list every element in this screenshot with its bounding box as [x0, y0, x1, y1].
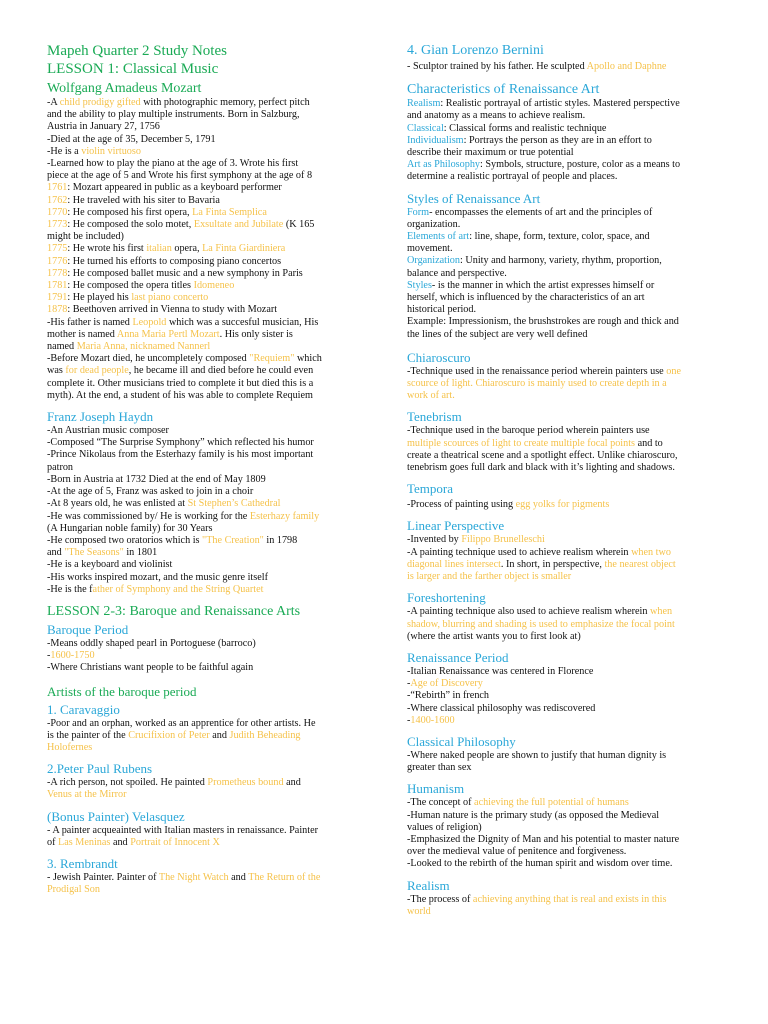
note-line: -Human nature is the primary study (as opposed the Medieval: [407, 809, 660, 821]
note-text: Art as Philosophy: [407, 159, 481, 171]
note-text: Elements of art: [407, 231, 470, 243]
note-text: - Sculptor trained by his father. He sculpted: [407, 61, 587, 72]
note-text: achieving anything that is real and exists in this: [472, 893, 667, 905]
baroque-heading: Baroque Period: [47, 621, 129, 637]
note-line: and anatomy as a means to achieve realism.: [407, 110, 586, 122]
note-line: piece at the age of 5 and Wrote his first symphony at the age of 8: [47, 170, 313, 182]
note-line: movement.: [407, 243, 453, 255]
note-line: complete it. Other musicians tried to complete it but died this is a: [47, 377, 314, 389]
note-line: [47, 146, 392, 158]
note-text: "Requiem": [249, 353, 295, 365]
note-text: and to: [635, 437, 663, 449]
note-text: -The concept of: [407, 797, 475, 809]
note-text: Apollo and Daphne: [586, 61, 667, 72]
note-line: might be included): [47, 231, 124, 243]
note-line: [47, 97, 392, 109]
note-line: -Where naked people are shown to justify that human dignity is: [407, 749, 667, 761]
note-text: and: [228, 871, 249, 883]
note-text: italian: [146, 243, 172, 255]
note-text: : line, shape, form, texture, color, space, and: [469, 231, 650, 243]
note-line: over the medieval value of penitence and forgiveness.: [407, 846, 627, 858]
note-line: [47, 195, 392, 207]
rubens-heading: 2.Peter Paul Rubens: [47, 761, 153, 777]
note-line: [47, 498, 392, 510]
linear-section: [407, 534, 722, 583]
linear-heading: Linear Perspective: [407, 518, 505, 534]
rembrandt-section: [47, 872, 392, 896]
note-text: -A: [47, 97, 60, 108]
note-line: -Means oddly shaped pearl in Portoguese (barroco): [47, 637, 256, 649]
note-text: : He composed the opera titles: [67, 280, 194, 292]
note-line: and the ability to play multiple instruments. Born in Salzburg,: [47, 109, 300, 121]
note-text: -The process of: [407, 893, 473, 905]
caravaggio-section: [47, 718, 392, 755]
note-line: [407, 559, 722, 571]
note-line: -Emphasized the Dignity of Man and his potential to master nature: [407, 833, 680, 845]
note-line: [47, 365, 392, 377]
haydn-section: [47, 425, 392, 596]
note-text: Styles: [407, 279, 432, 291]
note-line: -“Rebirth” in french: [407, 690, 490, 702]
note-line: [407, 123, 722, 135]
note-text: St Stephen’s Cathedral: [187, 498, 281, 510]
note-text: diagonal lines intersect: [407, 558, 501, 570]
humanism-section: [407, 797, 722, 870]
note-line: Example: Impressionism, the brushstrokes are rough and thick and: [407, 316, 679, 328]
note-text: -: [407, 714, 411, 726]
note-text: Idomeneo: [193, 280, 235, 292]
note-text: Leopold: [132, 316, 167, 328]
note-text: La Finta Semplica: [192, 206, 267, 218]
note-text: -He is the f: [47, 583, 93, 595]
note-text: : Mozart appeared in public as a keyboard performer: [67, 182, 282, 194]
note-text: 1775: [47, 243, 68, 255]
note-line: -At the age of 5, Franz was asked to join in a choir: [47, 486, 254, 498]
note-line: [407, 366, 722, 378]
note-text: Individualism: [407, 134, 464, 146]
note-line: [47, 280, 392, 292]
realism-section: [407, 894, 722, 918]
note-text: : Classical forms and realistic technique: [443, 122, 607, 134]
haydn-heading: Franz Joseph Haydn: [47, 409, 154, 425]
note-text: : He played his: [67, 292, 132, 304]
note-text: -A rich person, not spoiled. He painted: [47, 777, 208, 789]
note-text: . His only sister is: [219, 328, 293, 340]
note-text: : Unity and harmony, variety, rhythm, proportion,: [460, 255, 662, 267]
note-text: 1762: [47, 194, 68, 206]
mozart-heading: Wolfgang Amadeus Mozart: [47, 81, 202, 96]
note-line: -Prince Nikolaus from the Esterhazy family is his most important: [47, 449, 314, 461]
note-text: in 1801: [123, 547, 158, 559]
note-text: 1600-1750: [50, 650, 95, 662]
note-text: Age of Discovery: [410, 678, 483, 690]
note-text: with photographic memory, perfect pitch: [140, 97, 310, 108]
baroque-section: [47, 638, 392, 675]
note-text: : Beethoven arrived in Vienna to study with Mozart: [67, 304, 278, 316]
note-line: [47, 535, 392, 547]
caravaggio-heading: 1. Caravaggio: [47, 701, 120, 717]
note-text: (K 165: [283, 219, 315, 231]
note-text: : Portrays the person as they are in an effort to: [463, 134, 652, 146]
characteristics-heading: Characteristics of Renaissance Art: [407, 82, 600, 98]
note-line: -Looked to the rebirth of the human spirit and wisdom over time.: [407, 858, 673, 870]
note-text: and: [209, 729, 230, 741]
note-text: last piano concerto: [131, 292, 209, 304]
note-text: -Technique used in the renaissance period wherein painters use: [407, 365, 667, 377]
note-text: ather of Symphony and the String Quartet: [92, 583, 264, 595]
note-line: [407, 135, 722, 147]
tenebrism-heading: Tenebrism: [407, 409, 462, 425]
note-line: is larger and the farther object is smaller: [407, 571, 572, 583]
note-text: opera,: [171, 243, 203, 255]
note-line: describe their maximum or true potential: [407, 147, 574, 159]
note-line: [47, 317, 392, 329]
foreshortening-heading: Foreshortening: [407, 590, 486, 606]
note-text: - encompasses the elements of art and the principles of: [429, 206, 653, 218]
note-text: 1770: [47, 206, 68, 218]
note-line: [47, 329, 392, 341]
note-line: [47, 650, 392, 662]
bernini-text: [407, 61, 722, 73]
note-text: and: [283, 777, 301, 789]
note-text: named: [47, 341, 77, 353]
note-line: [407, 606, 722, 618]
note-line: Austria in January 27, 1756: [47, 121, 160, 133]
note-text: was: [47, 365, 66, 377]
note-text: -Process of painting using: [407, 499, 516, 511]
note-line: [47, 182, 392, 194]
note-line: the lines of the subject are very well defined: [407, 328, 588, 340]
note-line: [47, 219, 392, 231]
note-line: [407, 255, 722, 267]
lesson23-title: LESSON 2-3: Baroque and Renaissance Arts: [47, 603, 301, 619]
note-text: Form: [407, 206, 430, 218]
styles-section: [407, 207, 722, 341]
note-line: [407, 207, 722, 219]
note-text: Crucifixion of Peter: [128, 729, 210, 741]
chiaroscuro-heading: Chiaroscuro: [407, 349, 471, 365]
note-text: Filippo Brunelleschi: [461, 534, 545, 546]
note-text: when two: [631, 546, 671, 558]
note-line: - A painter acqueainted with Italian masters in renaissance. Painter: [47, 824, 319, 836]
note-text: "The Creation": [202, 534, 264, 546]
doc-title: Mapeh Quarter 2 Study Notes: [47, 43, 227, 59]
note-line: [47, 341, 392, 353]
note-line: (A Hungarian noble family) for 30 Years: [47, 522, 213, 534]
note-line: [407, 678, 722, 690]
note-text: egg yolks for pigments: [515, 499, 610, 511]
note-line: shadow, blurring and shading is used to emphasize the focal point: [407, 618, 675, 630]
note-line: [47, 547, 392, 559]
artists-heading: Artists of the baroque period: [47, 683, 197, 699]
note-text: Anna Maria Pertl Mozart: [116, 328, 220, 340]
note-line: -Italian Renaissance was centered in Florence: [407, 665, 594, 677]
note-text: Realism: [407, 98, 441, 110]
renaissance-section: [407, 666, 722, 727]
note-line: [407, 547, 722, 559]
note-line: [47, 353, 392, 365]
note-text: - Jewish Painter. Painter of: [47, 871, 159, 883]
note-line: [407, 797, 722, 809]
note-text: -A painting technique used to achieve realism wherein: [407, 546, 632, 558]
chiaroscuro-section: [407, 366, 722, 403]
note-line: -Composed “The Surprise Symphony” which reflected his humor: [47, 437, 314, 449]
note-line: Prodigal Son: [47, 884, 100, 896]
note-line: -An Austrian music composer: [47, 425, 169, 437]
note-text: -At 8 years old, he was enlisted at: [47, 498, 188, 510]
rembrandt-heading: 3. Rembrandt: [47, 855, 118, 871]
note-text: : He composed his first opera,: [67, 206, 193, 218]
note-line: [47, 304, 392, 316]
note-text: Esterhazy family: [249, 510, 320, 522]
styles-heading: Styles of Renaissance Art: [407, 190, 541, 206]
note-text: Portrait of Innocent X: [130, 836, 220, 848]
note-line: herself, which is influenced by the characteristics of an art: [407, 292, 645, 304]
note-line: (where the artist wants you to first look at): [407, 630, 581, 642]
note-text: when: [650, 606, 673, 618]
note-text: -He was commissioned by/ He is working for the: [47, 510, 250, 522]
note-text: 1878: [47, 304, 68, 316]
note-text: one: [666, 365, 681, 377]
note-line: world: [407, 905, 431, 917]
note-line: create a theatrical scene and a spotlight effect. Unlike chiaroscuro,: [407, 449, 678, 461]
classical-philosophy-heading: Classical Philosophy: [407, 733, 516, 749]
note-line: -Technique used in the baroque period wherein painters use: [407, 425, 650, 437]
note-text: Organization: [407, 255, 460, 267]
note-line: historical period.: [407, 304, 477, 316]
note-line: [47, 256, 392, 268]
velasquez-section: [47, 825, 392, 849]
tempora-text: [407, 499, 722, 511]
note-text: child prodigy gifted: [59, 97, 141, 108]
note-line: tenebrism goes full dark and black with it’s lighting and shadows.: [407, 462, 675, 474]
note-line: [407, 715, 722, 727]
note-text: -Before Mozart died, he uncompletely composed: [47, 353, 250, 365]
note-text: : He composed the solo motet,: [67, 219, 194, 231]
note-text: Las Meninas: [58, 836, 111, 848]
note-line: -Poor and an orphan, worked as an apprentice for other artists. He: [47, 717, 316, 729]
note-text: : Realistic portrayal of artistic styles. Mastered perspective: [440, 98, 680, 110]
left-column: [47, 42, 392, 896]
note-text: Maria Anna, nicknamed Nannerl: [76, 341, 211, 353]
note-line: -He is a keyboard and violinist: [47, 559, 173, 571]
note-text: Judith Beheading: [229, 729, 301, 741]
right-column: [407, 42, 722, 918]
rubens-section: [47, 777, 392, 801]
note-line: determine a realistic portrayal of people and places.: [407, 171, 618, 183]
note-text: multiple scources of light to create multiple focal points: [407, 437, 636, 449]
note-line: [47, 511, 392, 523]
note-line: -Where classical philosophy was rediscovered: [407, 702, 596, 714]
note-text: mother is named: [47, 328, 117, 340]
bernini-heading: 4. Gian Lorenzo Bernini: [407, 43, 544, 58]
velasquez-heading: (Bonus Painter) Velasquez: [47, 808, 185, 824]
note-text: and: [110, 836, 131, 848]
note-line: [407, 98, 722, 110]
note-text: The Return of the: [248, 871, 321, 883]
note-text: 1778: [47, 267, 68, 279]
note-text: Exsultate and Jubilate: [193, 219, 284, 231]
note-line: -Where Christians want people to be faithful again: [47, 662, 254, 674]
note-line: -Learned how to play the piano at the age of 3. Wrote his first: [47, 158, 299, 170]
tempora-heading: Tempora: [407, 481, 454, 497]
note-line: patron: [47, 461, 74, 473]
note-line: [47, 837, 392, 849]
note-text: The Night Watch: [158, 871, 229, 883]
note-text: which was a succesful musician, His: [166, 316, 319, 328]
note-text: -A painting technique also used to achieve realism wherein: [407, 606, 651, 618]
note-text: for dead people: [65, 365, 129, 377]
note-text: : Symbols, structure, posture, color as a means to: [480, 159, 681, 171]
lesson1-title: LESSON 1: Classical Music: [47, 61, 219, 77]
note-line: [407, 231, 722, 243]
note-line: work of art.: [407, 390, 455, 402]
note-line: [407, 159, 722, 171]
note-text: in 1798: [263, 534, 298, 546]
renaissance-heading: Renaissance Period: [407, 649, 509, 665]
note-line: myth). At the end, a student of his was able to complete Requiem: [47, 389, 313, 401]
note-line: balance and perspective.: [407, 267, 507, 279]
classical-philosophy-section: [407, 750, 722, 774]
note-line: organization.: [407, 218, 461, 230]
characteristics-section: [407, 98, 722, 183]
note-text: "The Seasons": [64, 547, 124, 559]
note-text: : He composed ballet music and a new symphony in Paris: [67, 267, 303, 279]
note-text: 1781: [47, 280, 68, 292]
note-line: -Born in Austria at 1732 Died at the end of May 1809: [47, 473, 266, 485]
note-text: 1773: [47, 219, 68, 231]
note-text: Classical: [407, 122, 444, 134]
note-text: La Finta Giardiniera: [202, 243, 286, 255]
note-text: the nearest object: [604, 558, 676, 570]
note-line: values of religion): [407, 821, 482, 833]
note-line: greater than sex: [407, 762, 472, 774]
tenebrism-section: [407, 425, 722, 474]
note-line: [47, 268, 392, 280]
note-line: [47, 584, 392, 596]
note-text: 1761: [47, 182, 68, 194]
mozart-section: [47, 97, 392, 402]
note-line: [407, 438, 722, 450]
note-line: [47, 243, 392, 255]
realism-heading: Realism: [407, 877, 450, 893]
note-line: Holofernes: [47, 741, 93, 753]
note-text: . In short, in perspective,: [500, 558, 605, 570]
note-text: , he became ill and died before he could even: [128, 365, 314, 377]
note-text: and: [47, 547, 65, 559]
note-text: 1791: [47, 292, 68, 304]
note-text: -Invented by: [407, 534, 462, 546]
note-line: [47, 207, 392, 219]
note-text: violin virtuoso: [81, 145, 141, 157]
note-line: scource of light. Chiaroscuro is mainly used to create depth in a: [407, 378, 667, 390]
note-line: [407, 894, 722, 906]
foreshortening-section: [407, 606, 722, 643]
note-text: -: [47, 650, 51, 662]
note-text: -He is a: [47, 145, 82, 157]
note-text: -His father is named: [47, 316, 133, 328]
note-line: -His works inspired mozart, and the music genre itself: [47, 571, 268, 583]
note-line: [47, 777, 392, 789]
note-text: achieving the full potential of humans: [474, 797, 629, 809]
note-line: [407, 280, 722, 292]
note-text: - is the manner in which the artist expresses himself or: [431, 279, 655, 291]
note-text: : He turned his efforts to composing piano concertos: [67, 255, 282, 267]
note-line: [407, 534, 722, 546]
note-text: : He traveled with his siter to Bavaria: [67, 194, 220, 206]
note-line: [47, 872, 392, 884]
note-text: : He wrote his first: [67, 243, 147, 255]
humanism-heading: Humanism: [407, 781, 465, 797]
note-line: [47, 292, 392, 304]
note-line: [47, 730, 392, 742]
note-text: which: [294, 353, 322, 365]
note-text: -: [407, 678, 411, 690]
note-text: Prometheus bound: [207, 777, 284, 789]
note-text: of: [47, 836, 59, 848]
note-line: Venus at the Mirror: [47, 789, 127, 801]
note-text: -He composed two oratorios which is: [47, 534, 203, 546]
note-text: 1776: [47, 255, 68, 267]
note-line: -Died at the age of 35, December 5, 1791: [47, 133, 216, 145]
note-text: 1400-1600: [410, 714, 455, 726]
note-text: is the painter of the: [47, 729, 129, 741]
